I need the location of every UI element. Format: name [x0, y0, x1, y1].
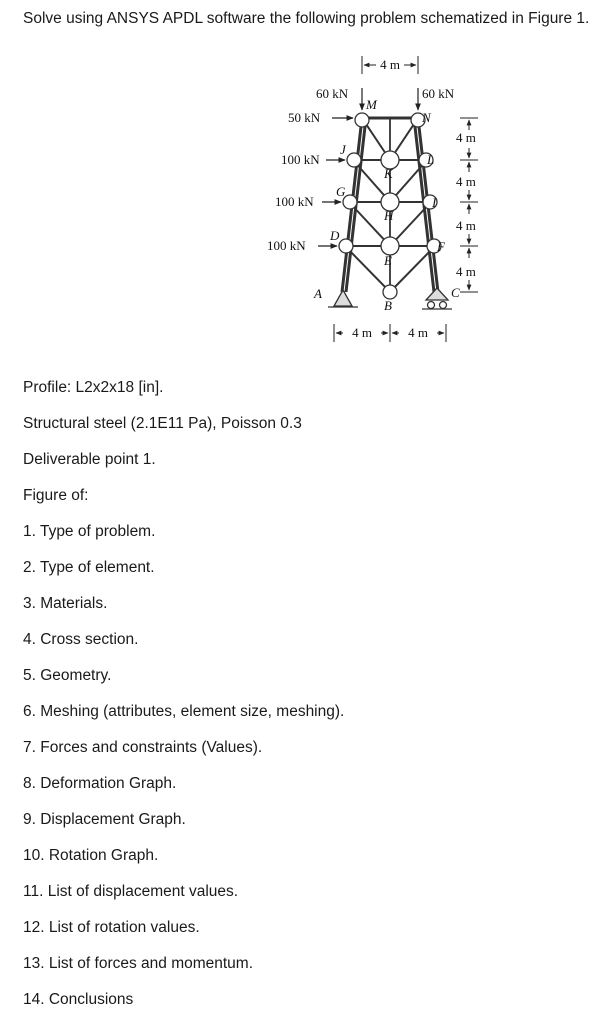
list-item: 3. Materials.	[23, 595, 108, 612]
list-item: 5. Geometry.	[23, 667, 112, 684]
dim-panel-4: 4 m	[456, 264, 476, 279]
node-label-m: M	[366, 97, 377, 112]
list-item: 14. Conclusions	[23, 991, 134, 1008]
dim-panel-2: 4 m	[456, 174, 476, 189]
node-label-i: I	[432, 195, 437, 210]
node-label-g: G	[336, 184, 346, 199]
list-item: 9. Displacement Graph.	[23, 811, 186, 828]
node-label-k: K	[384, 166, 393, 181]
list-item: 7. Forces and constraints (Values).	[23, 739, 263, 756]
joint-m	[355, 113, 369, 127]
list-item: 8. Deformation Graph.	[23, 775, 177, 792]
truss-diagram	[250, 50, 510, 360]
list-item: 2. Type of element.	[23, 559, 155, 576]
dim-top-width: 4 m	[380, 57, 400, 72]
requirements-list	[23, 370, 344, 1018]
figure-of-line: Figure of:	[23, 487, 89, 504]
load-label-m: 50 kN	[288, 110, 321, 125]
node-label-f: F	[437, 239, 445, 254]
diagonal	[390, 246, 435, 292]
truss-figure	[250, 50, 510, 365]
list-item: 6. Meshing (attributes, element size, meshing).	[23, 703, 345, 720]
roller-wheel	[440, 302, 447, 309]
list-item: 11. List of displacement values.	[23, 883, 239, 900]
problem-statement: Solve using ANSYS APDL software the following problem schematized in Figure 1.	[23, 10, 590, 27]
load-label-top-left: 60 kN	[316, 86, 349, 101]
node-label-e: E	[384, 253, 392, 268]
list-item: 4. Cross section.	[23, 631, 139, 648]
joint-b	[383, 285, 397, 299]
load-label-d: 100 kN	[267, 238, 306, 253]
dim-panel-1: 4 m	[456, 130, 476, 145]
profile-line: Profile: L2x2x18 [in].	[23, 379, 164, 396]
node-label-n: N	[422, 110, 431, 125]
node-label-b: B	[384, 298, 392, 313]
node-label-h: H	[384, 208, 394, 223]
node-label-a: A	[314, 286, 322, 301]
material-line: Structural steel (2.1E11 Pa), Poisson 0.3	[23, 415, 302, 432]
joint-d	[339, 239, 353, 253]
dim-bottom-left: 4 m	[352, 325, 372, 340]
node-label-c: C	[451, 285, 460, 300]
pin-support-a	[334, 290, 352, 306]
load-label-j: 100 kN	[281, 152, 320, 167]
dim-panel-3: 4 m	[456, 218, 476, 233]
load-label-top-right: 60 kN	[422, 86, 455, 101]
list-item: 13. List of forces and momentum.	[23, 955, 254, 972]
node-label-j: J	[340, 142, 346, 157]
node-label-d: D	[330, 228, 340, 243]
joint-j	[347, 153, 361, 167]
list-item: 10. Rotation Graph.	[23, 847, 159, 864]
dim-bottom-right: 4 m	[408, 325, 428, 340]
roller-support-c	[426, 288, 448, 300]
list-item: 12. List of rotation values.	[23, 919, 200, 936]
load-label-g: 100 kN	[275, 194, 314, 209]
node-label-l: L	[427, 152, 435, 167]
list-item: 1. Type of problem.	[23, 523, 156, 540]
deliverable-line: Deliverable point 1.	[23, 451, 156, 468]
roller-wheel	[428, 302, 435, 309]
